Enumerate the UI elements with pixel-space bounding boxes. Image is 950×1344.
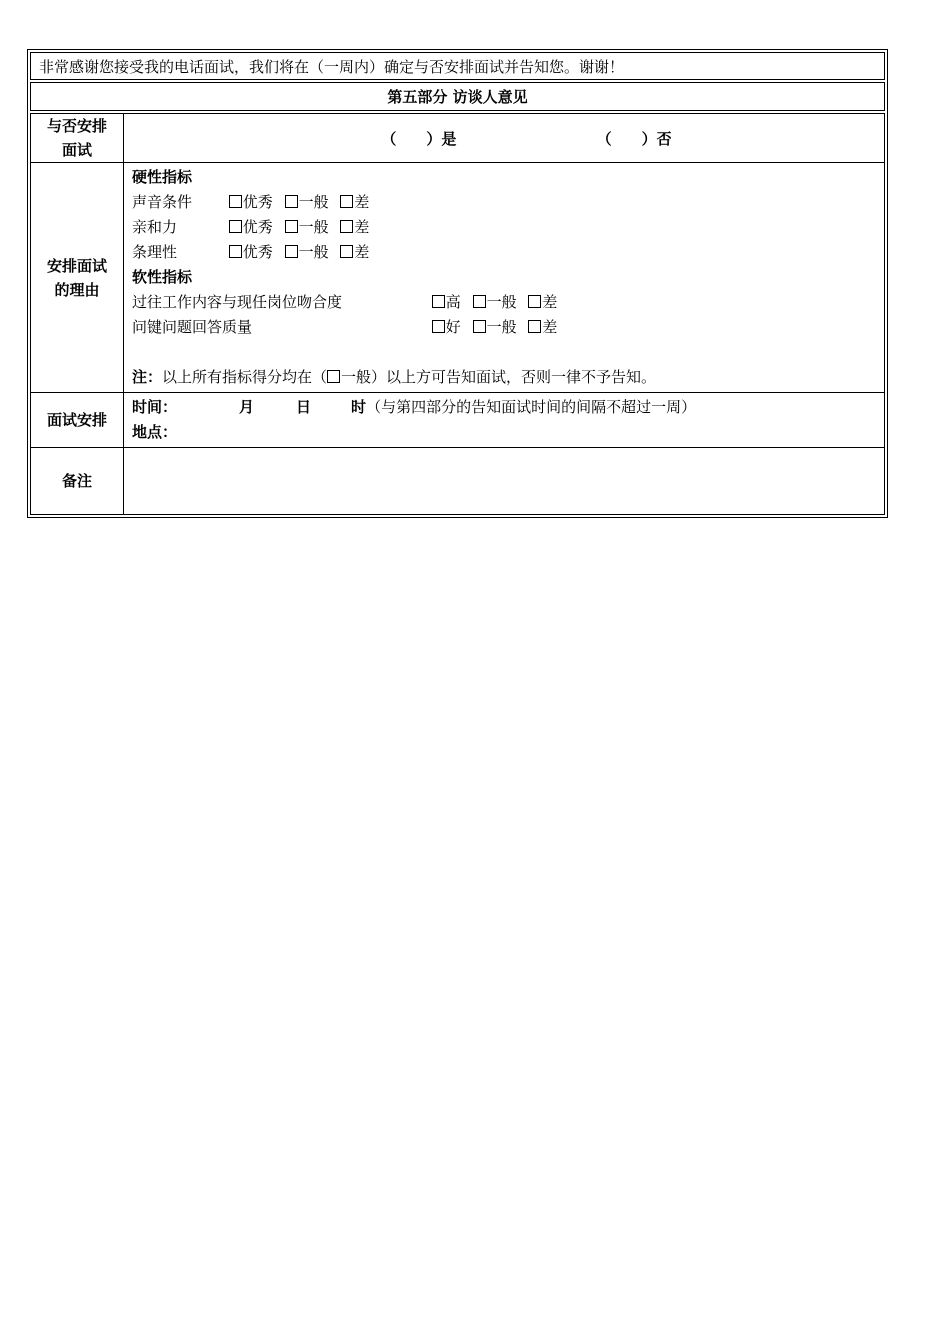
option[interactable]: 好 <box>432 315 461 340</box>
checkbox[interactable] <box>285 220 298 233</box>
indicator-name: 亲和力 <box>132 218 178 236</box>
option[interactable]: 差 <box>340 215 369 240</box>
checkbox[interactable] <box>473 295 486 308</box>
arrange-choice <box>124 114 885 163</box>
thanks-message: 非常感谢您接受我的电话面试，我们将在（一周内）确定与否安排面试并告知您。谢谢！ <box>31 53 885 80</box>
checkbox[interactable] <box>229 195 242 208</box>
place-line[interactable]: 地点： <box>132 423 178 441</box>
option[interactable]: 一般 <box>285 240 329 265</box>
indicator-name: 声音条件 <box>132 193 193 211</box>
option[interactable]: 一般 <box>473 290 517 315</box>
option[interactable]: 差 <box>340 190 369 215</box>
indicator-row <box>132 240 876 265</box>
section-title: 第五部分 访谈人意见 <box>31 83 885 111</box>
indicator-row <box>132 290 876 315</box>
yes-option[interactable]: （ ）是 <box>381 129 457 148</box>
checkbox[interactable] <box>340 220 353 233</box>
indicator-name: 问键问题回答质量 <box>132 318 253 336</box>
hard-indicators-title: 硬性指标 <box>132 168 193 186</box>
time-line: 时间： 月 日 时（与第四部分的告知面试时间的间隔不超过一周） <box>132 398 697 416</box>
option[interactable]: 优秀 <box>229 240 273 265</box>
note: 注：以上所有指标得分均在（ 一般）以上方可告知面试，否则一律不予告知。 <box>132 368 657 386</box>
checkbox[interactable] <box>229 245 242 258</box>
soft-indicators-title: 软性指标 <box>132 268 193 286</box>
schedule-label: 面试安排 <box>31 393 124 448</box>
remark-field[interactable] <box>124 448 885 515</box>
checkbox[interactable] <box>528 320 541 333</box>
option[interactable]: 高 <box>432 290 461 315</box>
indicator-row <box>132 315 876 340</box>
arrange-interview-label: 与否安排 面试 <box>31 114 124 163</box>
option[interactable]: 一般 <box>285 215 329 240</box>
checkbox[interactable] <box>528 295 541 308</box>
checkbox[interactable] <box>285 245 298 258</box>
spacer <box>132 340 876 365</box>
reasons-content <box>124 163 885 393</box>
no-option[interactable]: （ ）否 <box>596 129 672 148</box>
indicator-name: 过往工作内容与现任岗位吻合度 <box>132 293 343 311</box>
checkbox[interactable] <box>432 320 445 333</box>
checkbox[interactable] <box>432 295 445 308</box>
option[interactable]: 差 <box>528 290 557 315</box>
option[interactable]: 一般 <box>473 315 517 340</box>
indicator-row <box>132 215 876 240</box>
option[interactable]: 一般 <box>285 190 329 215</box>
checkbox[interactable] <box>340 195 353 208</box>
option[interactable]: 优秀 <box>229 215 273 240</box>
remark-label: 备注 <box>31 448 124 515</box>
option[interactable]: 优秀 <box>229 190 273 215</box>
reasons-label: 安排面试 的理由 <box>31 163 124 393</box>
interview-opinion-form <box>27 49 888 518</box>
checkbox[interactable] <box>473 320 486 333</box>
option[interactable]: 差 <box>528 315 557 340</box>
checkbox[interactable] <box>285 195 298 208</box>
indicator-name: 条理性 <box>132 243 178 261</box>
checkbox[interactable] <box>340 245 353 258</box>
indicator-row <box>132 190 876 215</box>
option[interactable]: 差 <box>340 240 369 265</box>
schedule-content <box>124 393 885 448</box>
checkbox <box>327 370 340 383</box>
checkbox[interactable] <box>229 220 242 233</box>
